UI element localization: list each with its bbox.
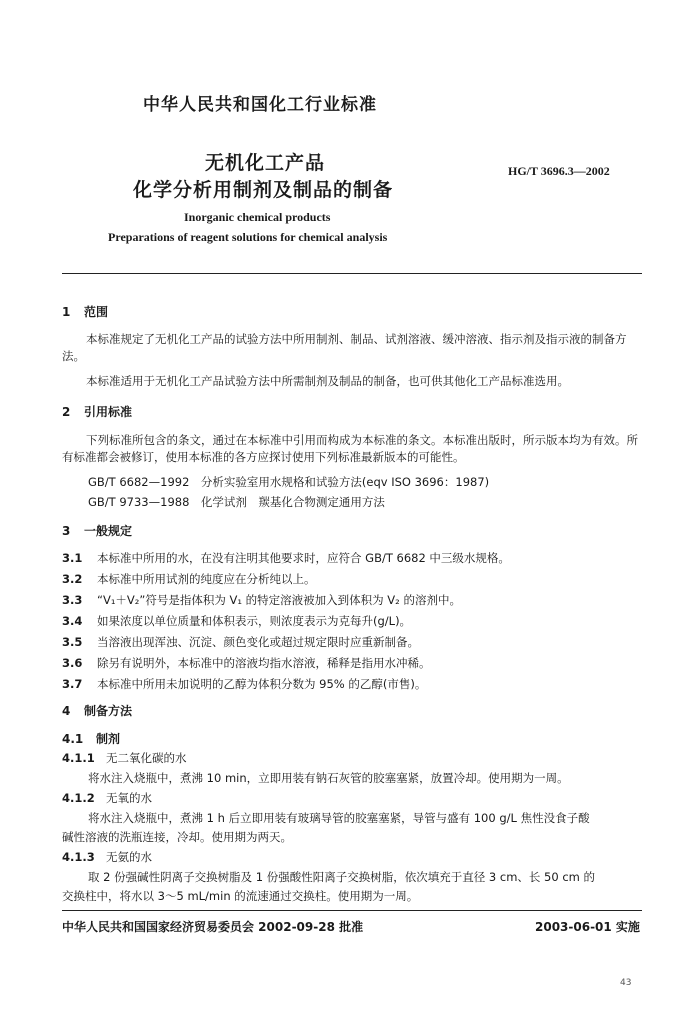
subsection-4-1-2-text-2: 碱性溶液的洗瓶连接，冷却。使用期为两天。 [62, 830, 292, 844]
section-title: 范围 [84, 305, 109, 319]
subsection-4-1-1-heading: 4.1.1 无二氧化碳的水 [62, 751, 187, 765]
section-title: 制备方法 [84, 704, 133, 718]
english-title-line2: Preparations of reagent solutions for chemical analysis [108, 230, 388, 244]
section-number: 2 [62, 405, 71, 419]
industry-standard-title: 中华人民共和国化工行业标准 [143, 95, 377, 115]
clause-item: 3.5 当溶液出现浑浊、沉淀、颜色变化或超过规定限时应重新制备。 [62, 635, 419, 649]
section-2-paragraph-1: 下列标准所包含的条文，通过在本标准中引用而构成为本标准的条文。本标准出版时，所示版本均为有效。所有标准都会被修订，使用本标准的各方应探讨使用下列标准最新版本的可能性。 [62, 433, 638, 464]
section-3-heading [62, 522, 132, 539]
reference-standard-2: GB/T 9733—1988 化学试剂 羰基化合物测定通用方法 [88, 495, 385, 509]
section-title: 引用标准 [84, 405, 133, 419]
standard-number: HG/T 3696.3—2002 [508, 164, 610, 178]
clause-item: 3.2 本标准中所用试剂的纯度应在分析纯以上。 [62, 572, 316, 586]
subsection-4-1-heading: 4.1 制剂 [62, 732, 121, 746]
clause-item: 3.3 “V₁＋V₂”符号是指体积为 V₁ 的特定溶液被加入到体积为 V₂ 的溶剂中。 [62, 593, 461, 607]
section-number: 4 [62, 704, 71, 718]
subsection-4-1-3-text-1: 取 2 份强碱性阴离子交换树脂及 1 份强酸性阳离子交换树脂，依次填充于直径 3 cm、长 50 cm 的 [88, 870, 596, 884]
section-1-heading [62, 303, 108, 320]
section-1-paragraph-1: 本标准规定了无机化工产品的试验方法中所用制剂、制品、试剂溶液、缓冲溶液、指示剂及指示液的制备方法。 [62, 332, 627, 363]
section-number: 1 [62, 305, 71, 319]
document-title-line1: 无机化工产品 [205, 152, 326, 174]
clause-item: 3.4 如果浓度以单位质量和体积表示，则浓度表示为克每升(g/L)。 [62, 614, 412, 628]
section-2-heading [62, 403, 132, 420]
clause-item: 3.7 本标准中所用未加说明的乙醇为体积分数为 95% 的乙醇(市售)。 [62, 677, 427, 691]
subsection-4-1-3-heading: 4.1.3 无氨的水 [62, 850, 152, 864]
effective-date: 2003-06-01 实施 [535, 920, 640, 934]
section-4-heading [62, 702, 132, 719]
reference-standard-1: GB/T 6682—1992 分析实验室用水规格和试验方法(eqv ISO 3696：1987) [88, 475, 490, 489]
clause-item: 3.1 本标准中所用的水，在没有注明其他要求时，应符合 GB/T 6682 中三级水规格。 [62, 551, 510, 565]
subsection-4-1-2-text-1: 将水注入烧瓶中，煮沸 1 h 后立即用装有玻璃导管的胶塞塞紧，导管与盛有 100 g/L 焦性没食子酸 [88, 811, 590, 825]
subsection-4-1-3-text-2: 交换柱中，将水以 3～5 mL/min 的流速通过交换柱。使用期为一周。 [62, 889, 419, 903]
section-number: 3 [62, 524, 71, 538]
clause-item: 3.6 除另有说明外，本标准中的溶液均指水溶液，稀释是指用水冲稀。 [62, 656, 431, 670]
header-divider [62, 273, 642, 274]
subsection-4-1-2-heading: 4.1.2 无氧的水 [62, 791, 152, 805]
english-title-line1: Inorganic chemical products [184, 210, 331, 224]
section-1-paragraph-2: 本标准适用于无机化工产品试验方法中所需制剂及制品的制备，也可供其他化工产品标准选用。 [86, 374, 569, 388]
document-title-line2: 化学分析用制剂及制品的制备 [133, 179, 394, 201]
approval-statement: 中华人民共和国国家经济贸易委员会 2002-09-28 批准 [62, 920, 364, 934]
page-number: 43 [620, 978, 632, 988]
section-title: 一般规定 [84, 524, 133, 538]
subsection-4-1-1-text: 将水注入烧瓶中，煮沸 10 min，立即用装有钠石灰管的胶塞塞紧，放置冷却。使用期为一周。 [88, 771, 569, 785]
footer-divider [62, 910, 642, 911]
